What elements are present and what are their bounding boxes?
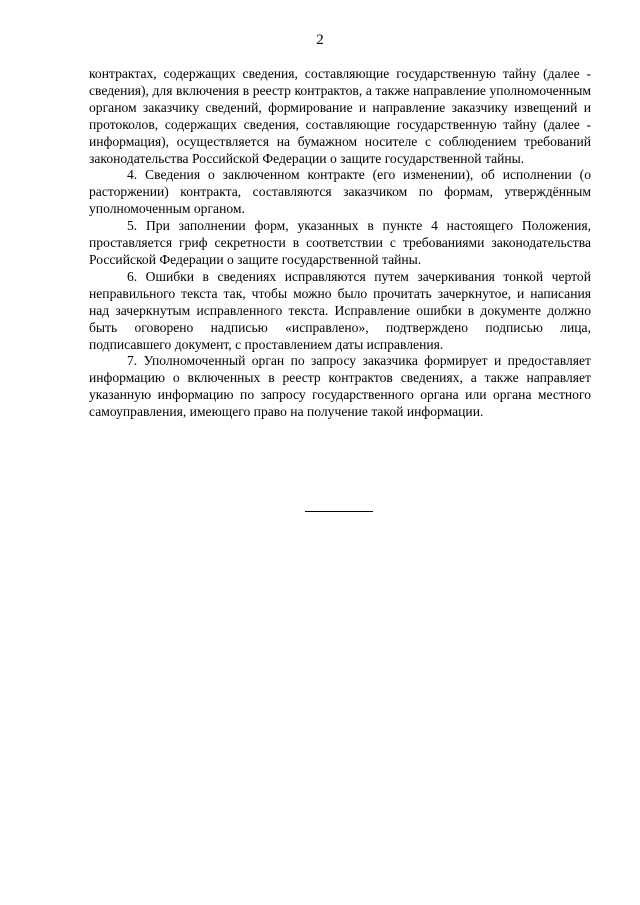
document-body bbox=[89, 66, 591, 421]
paragraph-item-4: 4. Сведения о заключенном контракте (его изменении), об исполнении (о расторжении) контракта, составляются заказчиком по формам, утверждённым уполномоченным органом. bbox=[89, 167, 591, 217]
closing-divider bbox=[305, 511, 373, 512]
paragraph-item-5: 5. При заполнении форм, указанных в пункте 4 настоящего Положения, проставляется гриф секретности в соответствии с требованиями законодательства Российской Федерации о защите государственной тайны. bbox=[89, 218, 591, 267]
paragraph-item-6: 6. Ошибки в сведениях исправляются путем зачеркивания тонкой чертой неправильного текста так, чтобы можно было прочитать зачеркнутое, и написания над зачеркнутым исправленного текста. Исправление ошибки в документе должно быть оговорено надписью «исправлено», подтверждено подписью лица, подписавшего документ, с проставлением даты исправления. bbox=[89, 268, 591, 352]
paragraph-continuation: контрактах, содержащих сведения, составляющие государственную тайну (далее - сведения), для включения в реестр контрактов, а также направление уполномоченным органом заказчику сведений, формирование и направление заказчику извещений и протоколов, содержащих сведения, составляющие государственную тайну (далее - информация), осуществляется на бумажном носителе с соблюдением требований законодательства Российской Федерации о защите государственной тайны. bbox=[89, 66, 591, 166]
paragraph-item-7: 7. Уполномоченный орган по запросу заказчика формирует и предоставляет информацию о включенных в реестр контрактов сведениях, а также направляет указанную информацию по запросу государственного органа или органа местного самоуправления, имеющего право на получение такой информации. bbox=[89, 353, 591, 420]
page-number: 2 bbox=[316, 32, 324, 48]
